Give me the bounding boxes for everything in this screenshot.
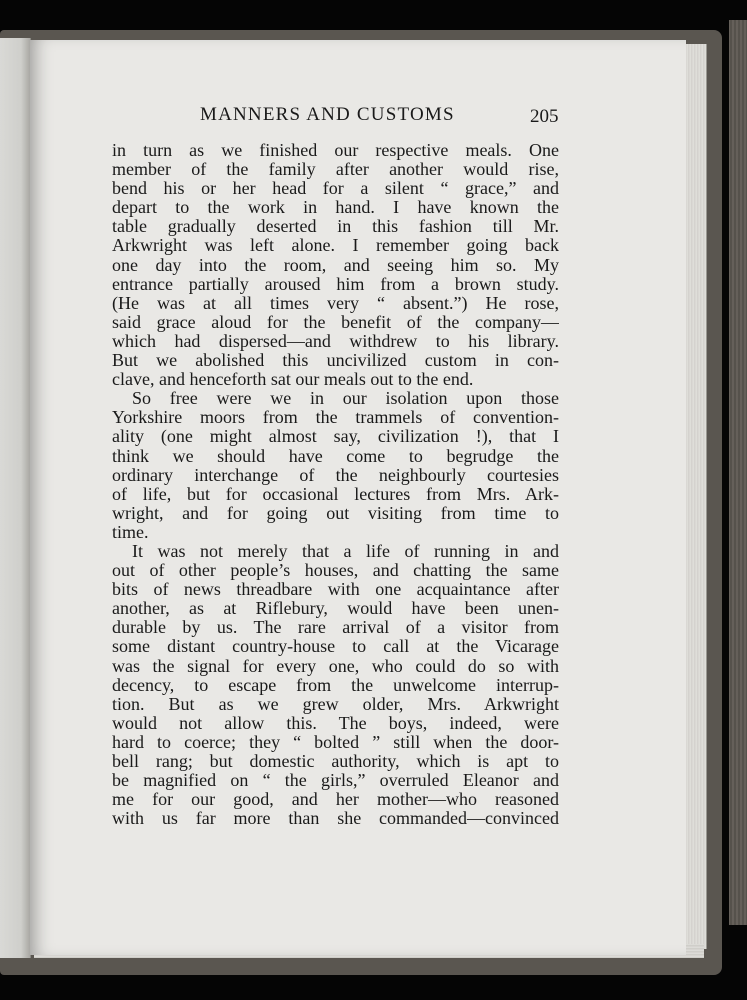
text-line: It was not merely that a life of running in and <box>132 541 559 561</box>
text-line: in turn as we finished our respective meals. One <box>112 141 559 160</box>
text-line: durable by us. The rare arrival of a visitor from <box>112 618 559 638</box>
text-line: which had dispersed—and withdrew to his library. <box>112 331 559 351</box>
text-line: was the signal for every one, who could do so with <box>112 656 559 676</box>
text-line: one day into the room, and seeing him so. My <box>112 255 559 275</box>
text-line: ordinary interchange of the neighbourly courtesies <box>112 465 559 485</box>
text-line: with us far more than she commanded—convinced <box>112 809 559 829</box>
text-line: wright, and for going out visiting from time to <box>112 503 559 523</box>
page-header <box>112 104 562 130</box>
text-line: bell rang; but domestic authority, which is apt to <box>112 752 559 771</box>
text-line: Arkwright was left alone. I remember going back <box>112 236 559 256</box>
page-number: 205 <box>530 106 559 127</box>
text-line: be magnified on “ the girls,” overruled Eleanor and <box>112 771 559 791</box>
text-line: decency, to escape from the unwelcome interrup- <box>112 675 559 695</box>
text-line: of life, but for occasional lectures from Mrs. Ark- <box>112 484 559 504</box>
text-line: think we should have come to begrudge the <box>112 446 559 466</box>
text-line: bits of news threadbare with one acquaintance after <box>112 580 559 600</box>
text-line: would not allow this. The boys, indeed, were <box>112 713 559 733</box>
cover-edge <box>729 20 747 925</box>
left-page-edge <box>0 38 31 958</box>
text-line: depart to the work in hand. I have known the <box>112 198 559 218</box>
text-line: ality (one might almost say, civilization !), that I <box>112 427 559 447</box>
body-text <box>112 141 559 828</box>
text-line: said grace aloud for the benefit of the company— <box>112 312 559 332</box>
text-line: time. <box>112 522 149 542</box>
text-line: hard to coerce; they “ bolted ” still when the door- <box>112 732 559 752</box>
text-line: some distant country-house to call at the Vicarage <box>112 637 559 657</box>
running-head: MANNERS AND CUSTOMS <box>200 104 455 125</box>
text-line: (He was at all times very “ absent.”) He rose, <box>112 293 559 313</box>
text-line: So free were we in our isolation upon those <box>132 389 559 409</box>
text-line: table gradually deserted in this fashion till Mr. <box>112 217 559 237</box>
text-line: another, as at Riflebury, would have been unen- <box>112 599 559 619</box>
text-line: me for our good, and her mother—who reasoned <box>112 790 559 810</box>
text-line: entrance partially aroused him from a brown study. <box>112 274 559 294</box>
text-line: tion. But as we grew older, Mrs. Arkwright <box>112 694 559 714</box>
page-stack-edge <box>684 44 707 949</box>
text-line: clave, and henceforth sat our meals out to the end. <box>112 370 474 390</box>
text-line: bend his or her head for a silent “ grace,” and <box>112 179 559 199</box>
text-line: member of the family after another would rise, <box>112 160 559 180</box>
text-line: But we abolished this uncivilized custom in con- <box>112 351 559 371</box>
text-line: out of other people’s houses, and chatting the same <box>112 561 559 581</box>
text-line: Yorkshire moors from the trammels of convention- <box>112 408 559 428</box>
